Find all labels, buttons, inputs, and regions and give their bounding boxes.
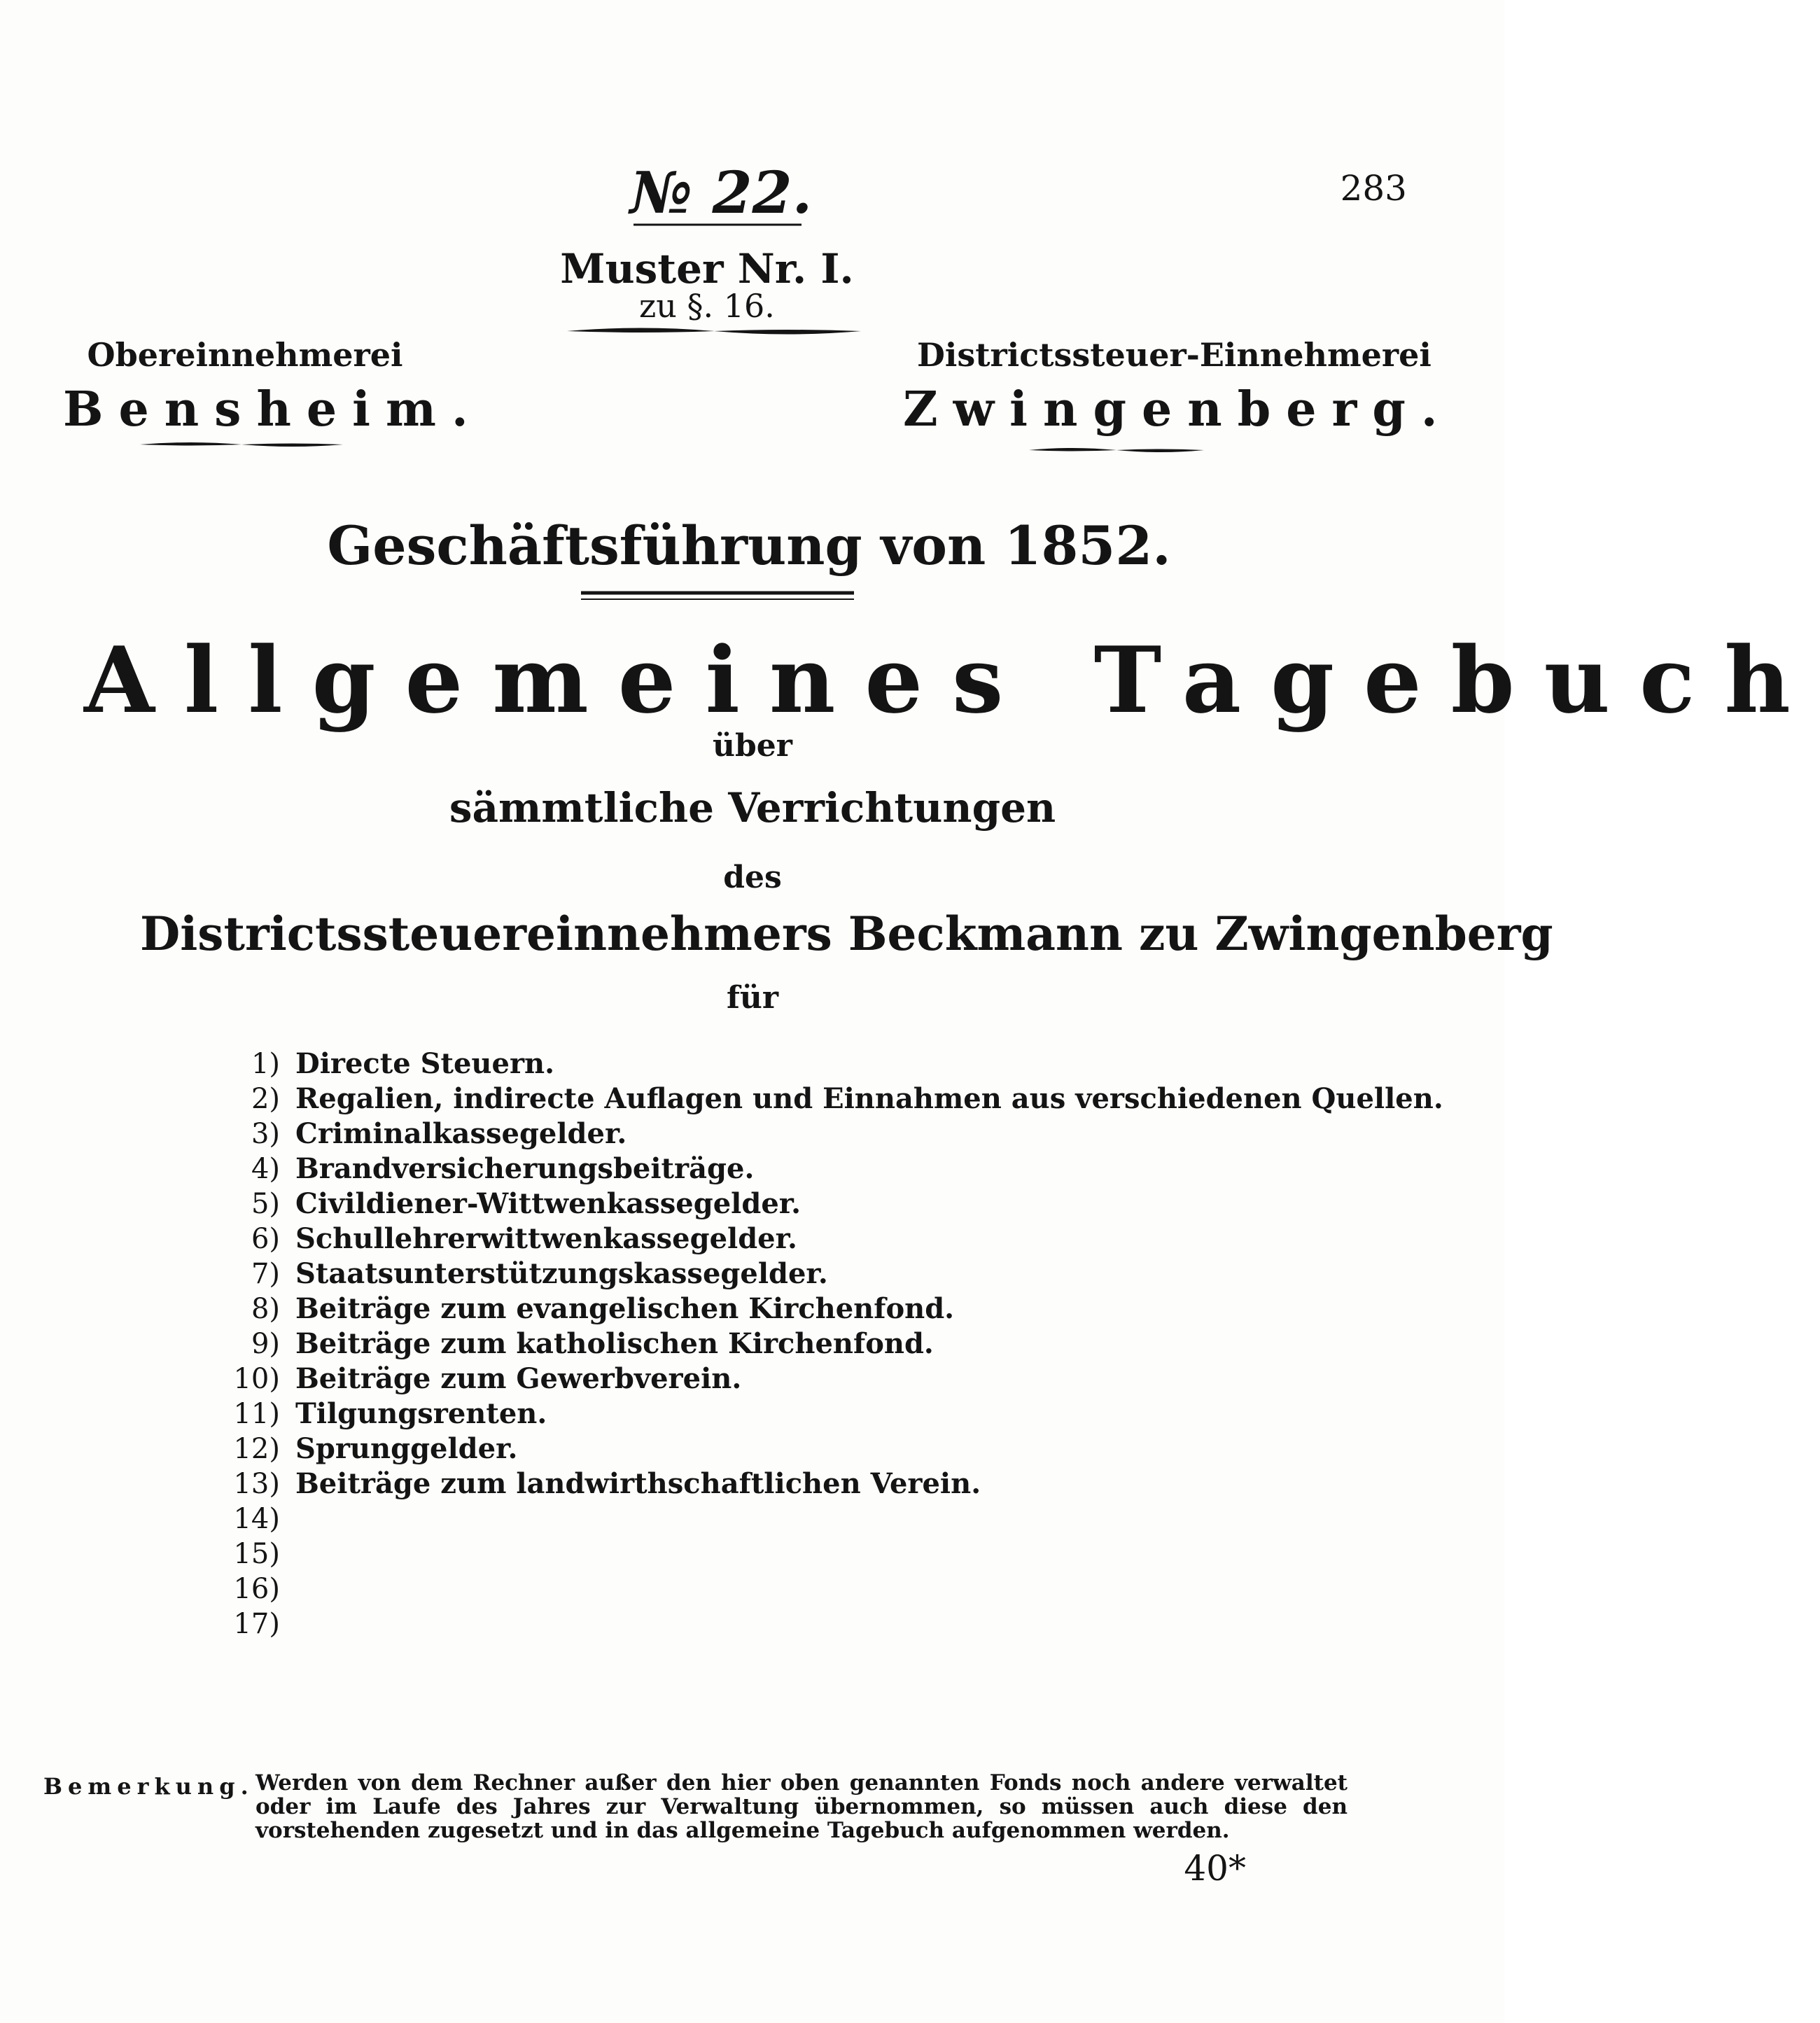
item-label: Tilgungsrenten. [295,1397,547,1430]
district-office-label: Districtssteuer-Einnehmerei [917,336,1432,374]
list-item [210,1256,1260,1292]
list-item [210,1362,1260,1396]
list-item [210,1502,1260,1536]
collector-suffix: zu Zwingenberg [1139,906,1553,961]
collector-line [140,906,1553,961]
item-label: Brandversicherungsbeiträge. [295,1152,755,1185]
list-item [210,1152,1260,1186]
right-office-ornament [1029,445,1204,455]
paragraph-reference: zu §. 16. [639,287,775,325]
list-item [210,1536,1260,1572]
chief-office-label: Obereinnehmerei [87,336,403,374]
item-label: Criminalkassegelder. [295,1117,627,1150]
issue-number: № 22. [629,160,813,227]
item-number: 14) [233,1503,280,1535]
list-item [210,1292,1260,1326]
item-label: Beiträge zum landwirthschaftlichen Verein. [295,1467,981,1500]
item-number: 8) [251,1293,280,1325]
item-label: Directe Steuern. [295,1047,555,1080]
list-item [210,1606,1260,1642]
list-item [210,1466,1260,1502]
list-item [210,1082,1443,1116]
item-label: Beiträge zum Gewerbverein. [295,1362,742,1395]
activities-line: sämmtliche Verrichtungen [449,784,1056,832]
over-word: über [713,728,792,764]
item-number: 1) [251,1048,280,1080]
fund-list [210,1046,1443,1642]
header-ornament-rule [567,323,861,339]
list-item [210,1432,1260,1466]
collector-name: Beckmann [848,906,1124,961]
remark-text: Werden von dem Rechner außer den hier oben genannten Fonds noch andere verwaltet oder im Laufe des Jahres zur Verwaltung übernommen, so müssen auch diese den vorstehenden zugesetzt und in das allgemeine Tagebuch aufgenommen werden. [255,1770,1348,1843]
collector-prefix: Districtssteuereinnehmers [140,906,832,961]
item-label: Sprunggelder. [295,1432,518,1465]
list-item [210,1396,1260,1432]
item-number: 7) [251,1258,280,1290]
list-item [210,1186,1260,1222]
district-office-town: Zwingenberg. [903,382,1453,438]
item-label: Beiträge zum katholischen Kirchenfond. [295,1327,934,1360]
item-number: 16) [233,1573,280,1605]
item-label: Schullehrerwittwenkassegelder. [295,1222,797,1255]
business-year-heading: Geschäftsführung von 1852. [327,514,1171,577]
of-the-word: des [723,860,782,895]
left-office-ornament [140,440,343,449]
list-item [210,1326,1260,1362]
item-label: Beiträge zum evangelischen Kirchenfond. [295,1292,955,1325]
item-number: 3) [251,1118,280,1150]
list-item [210,1046,1260,1082]
item-number: 6) [251,1223,280,1255]
item-number: 5) [251,1188,280,1220]
item-number: 17) [233,1608,280,1640]
item-number: 2) [251,1083,280,1115]
item-number: 13) [233,1468,280,1500]
item-number: 4) [251,1153,280,1185]
item-number: 9) [251,1328,280,1360]
document-title: Allgemeines Tagebuch [84,626,1820,734]
item-number: 15) [233,1538,280,1570]
issue-underline [634,223,802,230]
item-label: Staatsunterstützungskassegelder. [295,1257,828,1290]
item-number: 12) [233,1433,280,1465]
item-number: 11) [233,1398,280,1430]
list-item [210,1116,1260,1152]
double-rule [581,592,854,601]
item-number: 10) [233,1363,280,1395]
chief-office-town: Bensheim. [63,382,484,438]
form-label: Muster Nr. I. [560,245,854,293]
remark-label: Bemerkung. [43,1773,254,1800]
list-item [210,1572,1260,1606]
signature-mark: 40* [1184,1848,1246,1889]
item-label: Civildiener-Wittwenkassegelder. [295,1187,802,1220]
list-item [210,1222,1260,1256]
page-number: 283 [1340,168,1407,209]
for-word: für [726,980,779,1016]
item-label: Regalien, indirecte Auflagen und Einnahmen aus verschiedenen Quellen. [295,1082,1443,1115]
